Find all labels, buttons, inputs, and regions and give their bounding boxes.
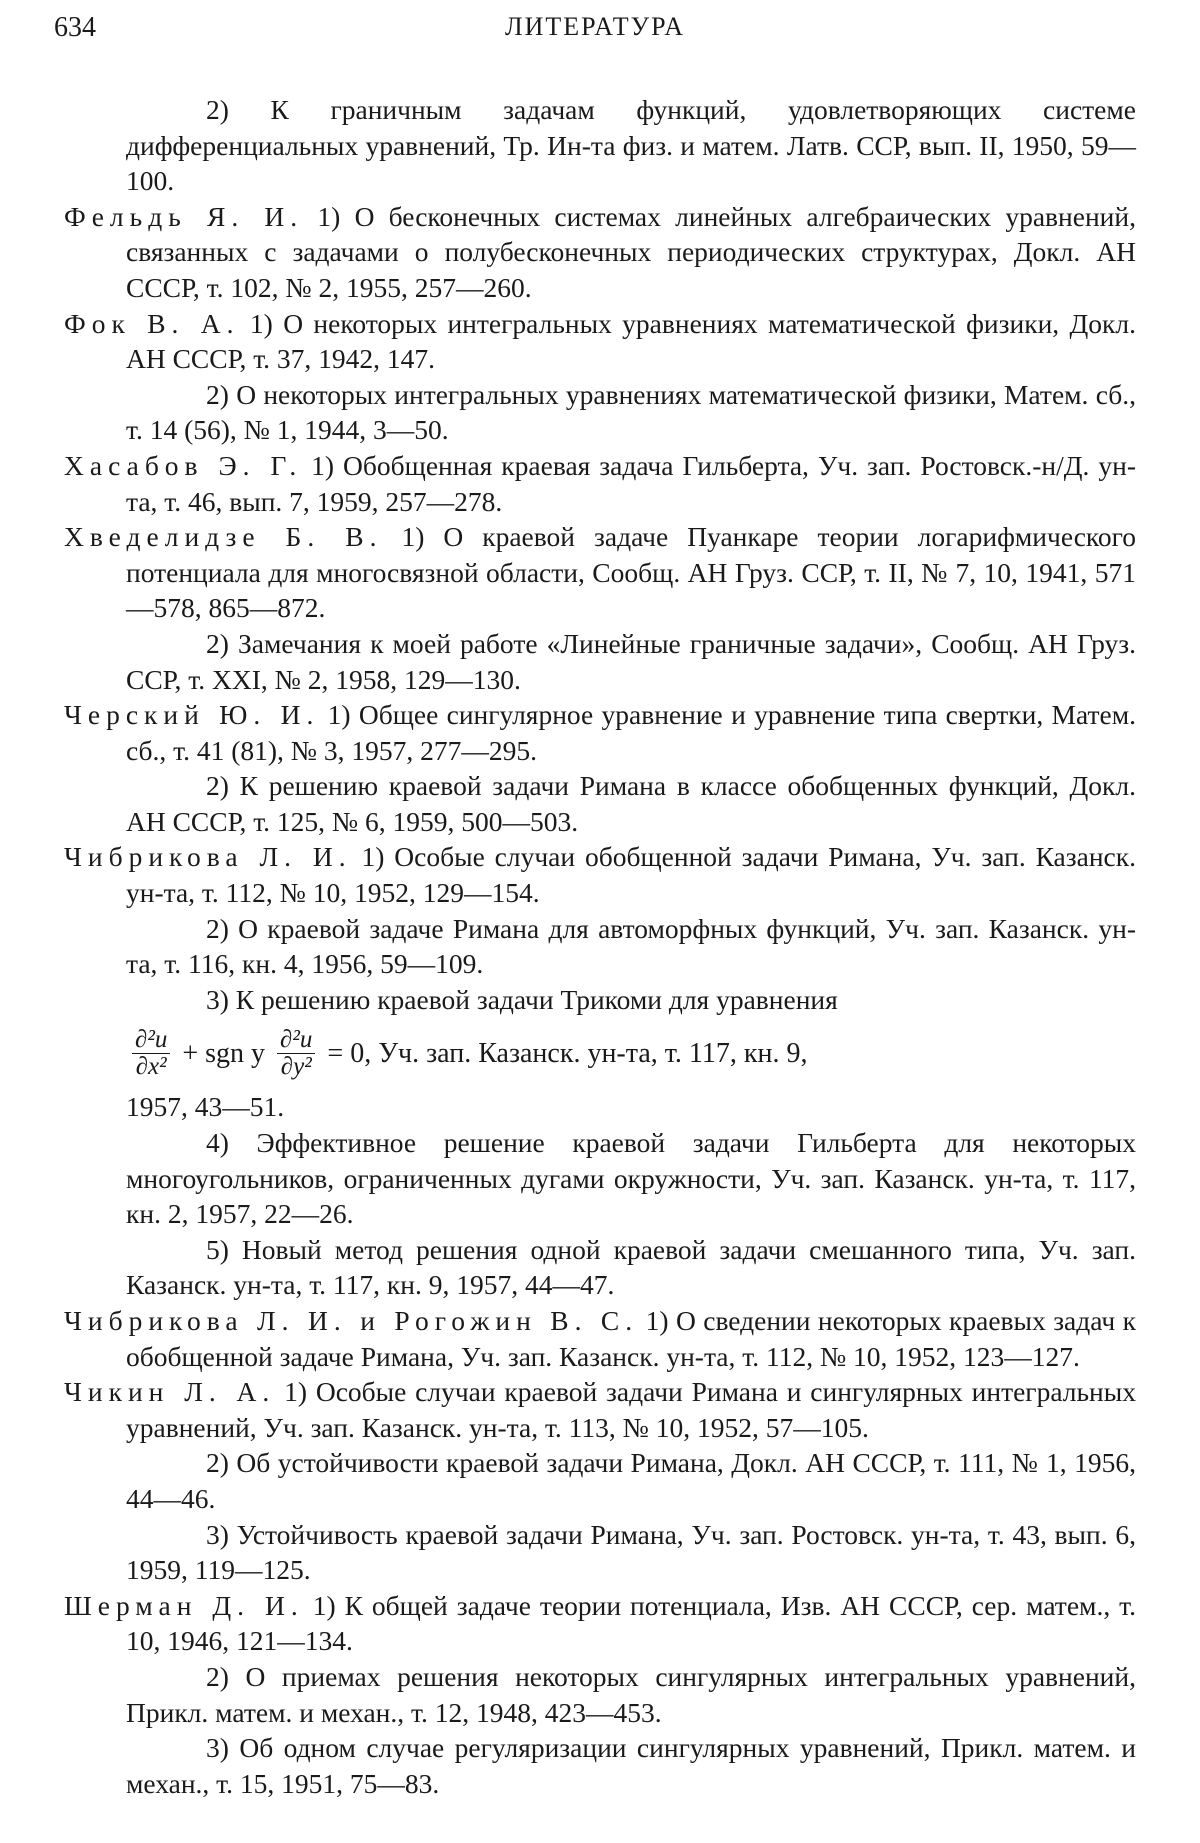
fraction bbox=[132, 1027, 170, 1081]
entry-text: 1) К общей задаче теории потенциала, Изв. АН СССР, сер. матем., т. 10, 1946, 121—134. bbox=[126, 1589, 1136, 1657]
entry-text: 1) Общее сингулярное уравнение и уравнение типа свертки, Матем. сб., т. 41 (81), № 3, 1957, 277—295. bbox=[126, 699, 1136, 766]
entry-text: 1) Особые случаи краевой задачи Римана и сингулярных интегральных уравнений, Уч. зап. Казанск. ун-та, т. 113, № 10, 1952, 57—105. bbox=[126, 1376, 1136, 1443]
page-number: 634 bbox=[54, 12, 96, 43]
bib-entry: 2) Об устойчивости краевой задачи Римана, Докл. АН СССР, т. 111, № 1, 1956, 44—46. bbox=[126, 1447, 1136, 1514]
bib-entry bbox=[64, 306, 1136, 377]
bib-entry bbox=[64, 199, 1136, 306]
bib-entry: 2) К граничным задачам функций, удовлетворяющих системе дифференциальных уравнений, Тр. Ин-та физ. и матем. Латв. ССР, вып. II, 1950, 59—100. bbox=[126, 94, 1136, 197]
numerator: ∂²u bbox=[132, 1027, 170, 1054]
author-name: Хведелидзе Б. В. bbox=[64, 521, 383, 553]
bib-entry: 3) Об одном случае регуляризации сингулярных уравнений, Прикл. матем. и механ., т. 15, 1951, 75—83. bbox=[126, 1732, 1136, 1799]
entry-text: 1) О некоторых интегральных уравнениях математической физики, Докл. АН СССР, т. 37, 1942, 147. bbox=[126, 307, 1137, 375]
running-title: ЛИТЕРАТУРА bbox=[505, 12, 685, 41]
bib-entry: 3) К решению краевой задачи Трикоми для уравнения bbox=[206, 983, 838, 1015]
bib-entry bbox=[64, 697, 1136, 768]
entry-text: 1) О бесконечных системах линейных алгебраических уравнений, связанных с задачами о полубесконечных периодических структурах, Докл. АН СССР, т. 102, № 2, 1955, 257—260. bbox=[126, 200, 1136, 303]
denominator: ∂y² bbox=[280, 1052, 312, 1080]
bib-entry: 2) О некоторых интегральных уравнениях математической физики, Матем. сб., т. 14 (56), № 1, 1944, 3—50. bbox=[126, 378, 1136, 446]
numerator: ∂²u bbox=[277, 1027, 315, 1054]
page-header bbox=[54, 12, 1136, 52]
bib-entry bbox=[64, 448, 1136, 519]
author-name: Фок В. А. bbox=[64, 307, 240, 339]
entry-text: 1) О краевой задаче Пуанкаре теории логарифмического потенциала для многосвязной области, Сообщ. АН Груз. ССР, т. II, № 7, 10, 1941, 571—578, 865—872. bbox=[126, 521, 1136, 624]
author-name: Хасабов Э. Г. bbox=[64, 449, 303, 481]
author-name: Чибрикова Л. И. и Рогожин В. С. bbox=[64, 1305, 639, 1336]
entry-text: 1) Особые случаи обобщенной задачи Римана, Уч. зап. Казанск. ун-та, т. 112, № 10, 1952, 129—154. bbox=[126, 841, 1136, 909]
bib-entry bbox=[64, 839, 1136, 910]
bib-entry bbox=[64, 519, 1136, 626]
entry-text: 1957, 43—51. bbox=[126, 1091, 285, 1123]
bib-entry: 2) К решению краевой задачи Римана в классе обобщенных функций, Докл. АН СССР, т. 125, № 6, 1959, 500—503. bbox=[126, 770, 1136, 837]
entry-text: 1) О сведении некоторых краевых задач к обобщенной задаче Римана, Уч. зап. Казанск. ун-та, т. 112, № 10, 1952, 123—127. bbox=[126, 1305, 1136, 1372]
tricomi-equation bbox=[126, 1017, 1136, 1089]
bibliography bbox=[64, 92, 1136, 1801]
bib-entry bbox=[64, 1374, 1136, 1445]
bib-entry: 2) Замечания к моей работе «Линейные граничные задачи», Сообщ. АН Груз. ССР, т. XXI, № 2, 1958, 129—130. bbox=[126, 627, 1136, 695]
bib-entry bbox=[64, 1588, 1136, 1659]
formula-tail: = 0, Уч. зап. Казанск. ун-та, т. 117, кн. 9, bbox=[327, 1037, 808, 1069]
author-name: Фельдь Я. И. bbox=[64, 200, 304, 232]
bib-entry bbox=[64, 1303, 1136, 1374]
formula-line bbox=[64, 1017, 1136, 1125]
entry-text: 1) Обобщенная краевая задача Гильберта, Уч. зап. Ростовск.-н/Д. ун-та, т. 46, вып. 7, 1959, 257—278. bbox=[126, 449, 1137, 517]
author-name: Чибрикова Л. И. bbox=[64, 841, 352, 873]
bib-entry: 3) Устойчивость краевой задачи Римана, Уч. зап. Ростовск. ун-та, т. 43, вып. 6, 1959, 119—125. bbox=[126, 1518, 1136, 1586]
bib-entry: 5) Новый метод решения одной краевой задачи смешанного типа, Уч. зап. Казанск. ун-та, т. 117, кн. 9, 1957, 44—47. bbox=[126, 1233, 1136, 1301]
bib-entry: 2) О краевой задаче Римана для автоморфных функций, Уч. зап. Казанск. ун-та, т. 116, кн. 4, 1956, 59—109. bbox=[126, 912, 1136, 980]
denominator: ∂x² bbox=[135, 1052, 167, 1080]
bib-entry: 4) Эффективное решение краевой задачи Гильберта для некоторых многоугольников, ограниченных дугами окружности, Уч. зап. Казанск. ун-та, т. 117, кн. 2, 1957, 22—26. bbox=[126, 1127, 1136, 1230]
fraction bbox=[277, 1027, 315, 1081]
formula-operator: + sgn y bbox=[182, 1037, 266, 1069]
author-name: Черский Ю. И. bbox=[64, 699, 320, 731]
author-name: Шерман Д. И. bbox=[64, 1589, 304, 1621]
author-name: Чикин Л. А. bbox=[64, 1376, 276, 1408]
bib-entry: 2) О приемах решения некоторых сингулярных интегральных уравнений, Прикл. матем. и механ., т. 12, 1948, 423—453. bbox=[126, 1660, 1136, 1728]
